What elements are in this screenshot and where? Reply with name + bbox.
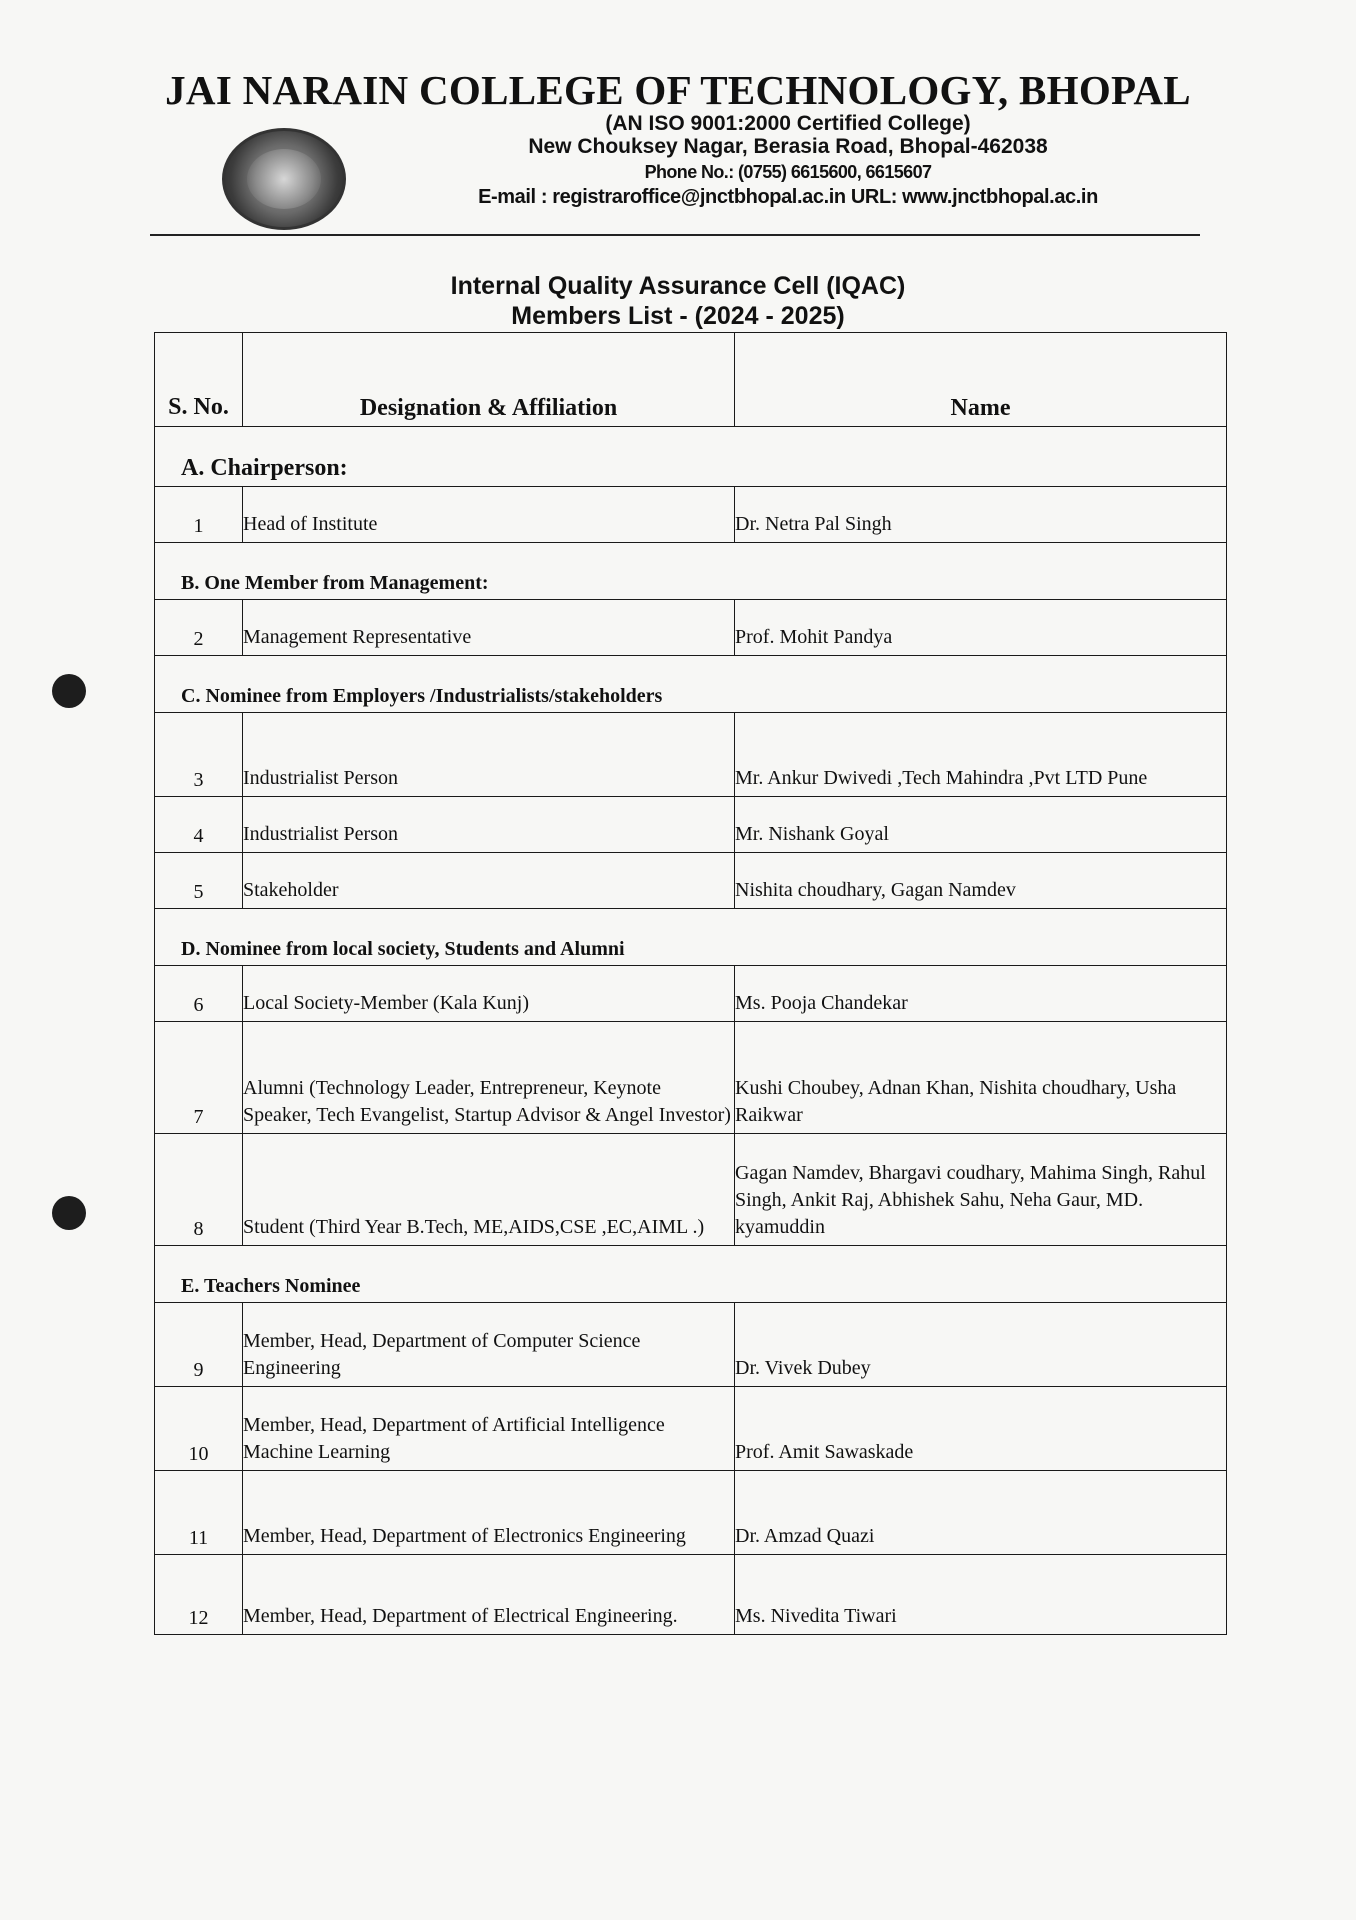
table-row bbox=[155, 1022, 1227, 1134]
section-heading-teachers: E. Teachers Nominee bbox=[155, 1246, 1227, 1303]
header-divider bbox=[150, 234, 1200, 236]
row-sno: 8 bbox=[155, 1134, 243, 1246]
row-designation: Industrialist Person bbox=[243, 713, 735, 797]
punch-hole-bottom bbox=[52, 1196, 86, 1230]
college-name: JAI NARAIN COLLEGE OF TECHNOLOGY, BHOPAL bbox=[165, 67, 1191, 113]
punch-hole-top bbox=[52, 674, 86, 708]
row-designation: Member, Head, Department of Artificial Intelligence Machine Learning bbox=[243, 1387, 735, 1471]
row-designation: Member, Head, Department of Electrical Engineering. bbox=[243, 1555, 735, 1635]
email-url-line: E-mail : registraroffice@jnctbhopal.ac.in URL: www.jnctbhopal.ac.in bbox=[478, 186, 1098, 208]
certification-line: (AN ISO 9001:2000 Certified College) bbox=[605, 112, 971, 135]
address-line: New Chouksey Nagar, Berasia Road, Bhopal-462038 bbox=[528, 135, 1048, 158]
table-row bbox=[155, 487, 1227, 543]
row-sno: 11 bbox=[155, 1471, 243, 1555]
table-row bbox=[155, 1303, 1227, 1387]
row-name: Dr. Netra Pal Singh bbox=[735, 487, 1227, 543]
header-designation: Designation & Affiliation bbox=[243, 333, 735, 427]
document-title: Internal Quality Assurance Cell (IQAC) bbox=[450, 272, 906, 300]
row-sno: 1 bbox=[155, 487, 243, 543]
row-sno: 10 bbox=[155, 1387, 243, 1471]
row-name: Prof. Amit Sawaskade bbox=[735, 1387, 1227, 1471]
table-row bbox=[155, 797, 1227, 853]
row-name: Ms. Pooja Chandekar bbox=[735, 966, 1227, 1022]
section-heading-chairperson: A. Chairperson: bbox=[155, 427, 1227, 487]
row-sno: 9 bbox=[155, 1303, 243, 1387]
row-designation: Member, Head, Department of Computer Science Engineering bbox=[243, 1303, 735, 1387]
row-name: Kushi Choubey, Adnan Khan, Nishita choudhary, Usha Raikwar bbox=[735, 1022, 1227, 1134]
members-table bbox=[154, 332, 1227, 1635]
table-row bbox=[155, 1555, 1227, 1635]
row-sno: 3 bbox=[155, 713, 243, 797]
table-row bbox=[155, 1387, 1227, 1471]
row-name: Dr. Amzad Quazi bbox=[735, 1471, 1227, 1555]
row-sno: 12 bbox=[155, 1555, 243, 1635]
row-sno: 4 bbox=[155, 797, 243, 853]
row-sno: 6 bbox=[155, 966, 243, 1022]
table-row bbox=[155, 966, 1227, 1022]
row-designation: Alumni (Technology Leader, Entrepreneur, Keynote Speaker, Tech Evangelist, Startup Advisor & Angel Investor) bbox=[243, 1022, 735, 1134]
row-name: Mr. Ankur Dwivedi ,Tech Mahindra ,Pvt LTD Pune bbox=[735, 713, 1227, 797]
section-heading-local-society: D. Nominee from local society, Students and Alumni bbox=[155, 909, 1227, 966]
row-designation: Management Representative bbox=[243, 600, 735, 656]
table-row bbox=[155, 1134, 1227, 1246]
row-designation: Student (Third Year B.Tech, ME,AIDS,CSE ,EC,AIML .) bbox=[243, 1134, 735, 1246]
section-heading-employers: C. Nominee from Employers /Industrialists/stakeholders bbox=[155, 656, 1227, 713]
row-designation: Industrialist Person bbox=[243, 797, 735, 853]
row-designation: Local Society-Member (Kala Kunj) bbox=[243, 966, 735, 1022]
row-name: Gagan Namdev, Bhargavi coudhary, Mahima Singh, Rahul Singh, Ankit Raj, Abhishek Sahu, Neha Gaur, MD. kyamuddin bbox=[735, 1134, 1227, 1246]
row-designation: Member, Head, Department of Electronics Engineering bbox=[243, 1471, 735, 1555]
phone-line: Phone No.: (0755) 6615600, 6615607 bbox=[644, 162, 932, 182]
table-row bbox=[155, 600, 1227, 656]
header-name: Name bbox=[735, 333, 1227, 427]
table-row bbox=[155, 853, 1227, 909]
row-designation: Head of Institute bbox=[243, 487, 735, 543]
row-sno: 7 bbox=[155, 1022, 243, 1134]
row-name: Ms. Nivedita Tiwari bbox=[735, 1555, 1227, 1635]
document-subtitle: Members List - (2024 - 2025) bbox=[511, 302, 845, 330]
row-name: Nishita choudhary, Gagan Namdev bbox=[735, 853, 1227, 909]
row-sno: 2 bbox=[155, 600, 243, 656]
section-heading-management: B. One Member from Management: bbox=[155, 543, 1227, 600]
row-designation: Stakeholder bbox=[243, 853, 735, 909]
table-row bbox=[155, 1471, 1227, 1555]
row-name: Dr. Vivek Dubey bbox=[735, 1303, 1227, 1387]
row-name: Prof. Mohit Pandya bbox=[735, 600, 1227, 656]
header-sno: S. No. bbox=[155, 333, 243, 427]
row-name: Mr. Nishank Goyal bbox=[735, 797, 1227, 853]
table-row bbox=[155, 713, 1227, 797]
row-sno: 5 bbox=[155, 853, 243, 909]
